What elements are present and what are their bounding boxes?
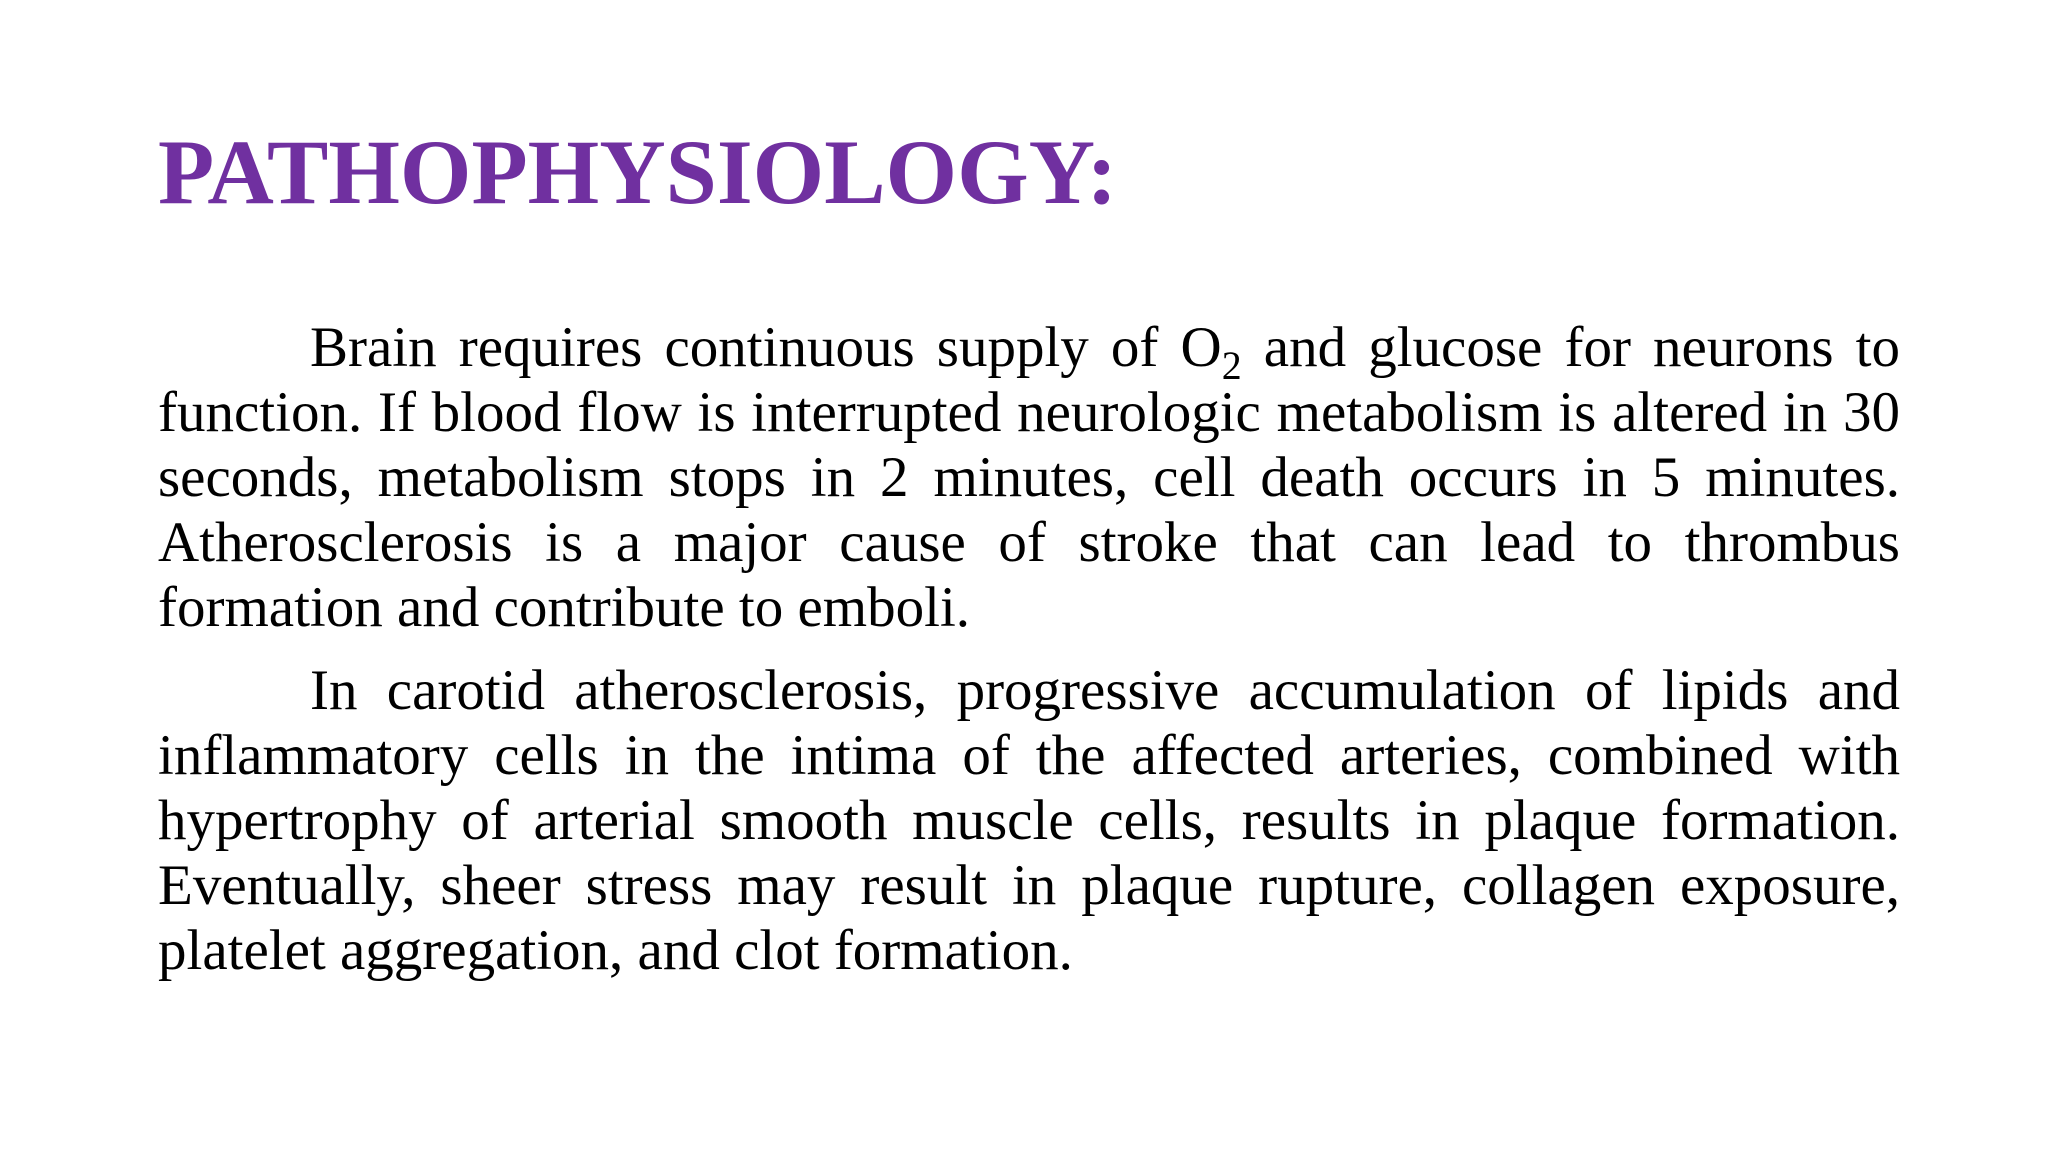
oxygen-subscript: 2	[1221, 342, 1242, 388]
paragraph-2: In carotid atherosclerosis, progressive accumulation of lipids and inflammatory cells in the intima of the affected arteries, combined with hypertrophy of arterial smooth muscle cells, results in plaque formation. Eventually, sheer stress may result in plaque rupture, collagen exposure, platelet aggregation, and clot formation.	[158, 659, 1900, 982]
paragraph-1	[158, 315, 1900, 640]
paragraph-1-text-end: and glucose for neurons to function. If blood flow is interrupted neurologic metabolism is altered in 30 seconds, metabolism stops in 2 minutes, cell death occurs in 5 minutes. Atherosclerosis is a major cause of stroke that can lead to thrombus formation and contribute to emboli.	[158, 316, 1900, 639]
paragraph-1-text-start: Brain requires continuous supply of O	[310, 316, 1222, 379]
slide-title: PATHOPHYSIOLOGY:	[158, 121, 1118, 223]
slide-body	[158, 315, 1900, 983]
